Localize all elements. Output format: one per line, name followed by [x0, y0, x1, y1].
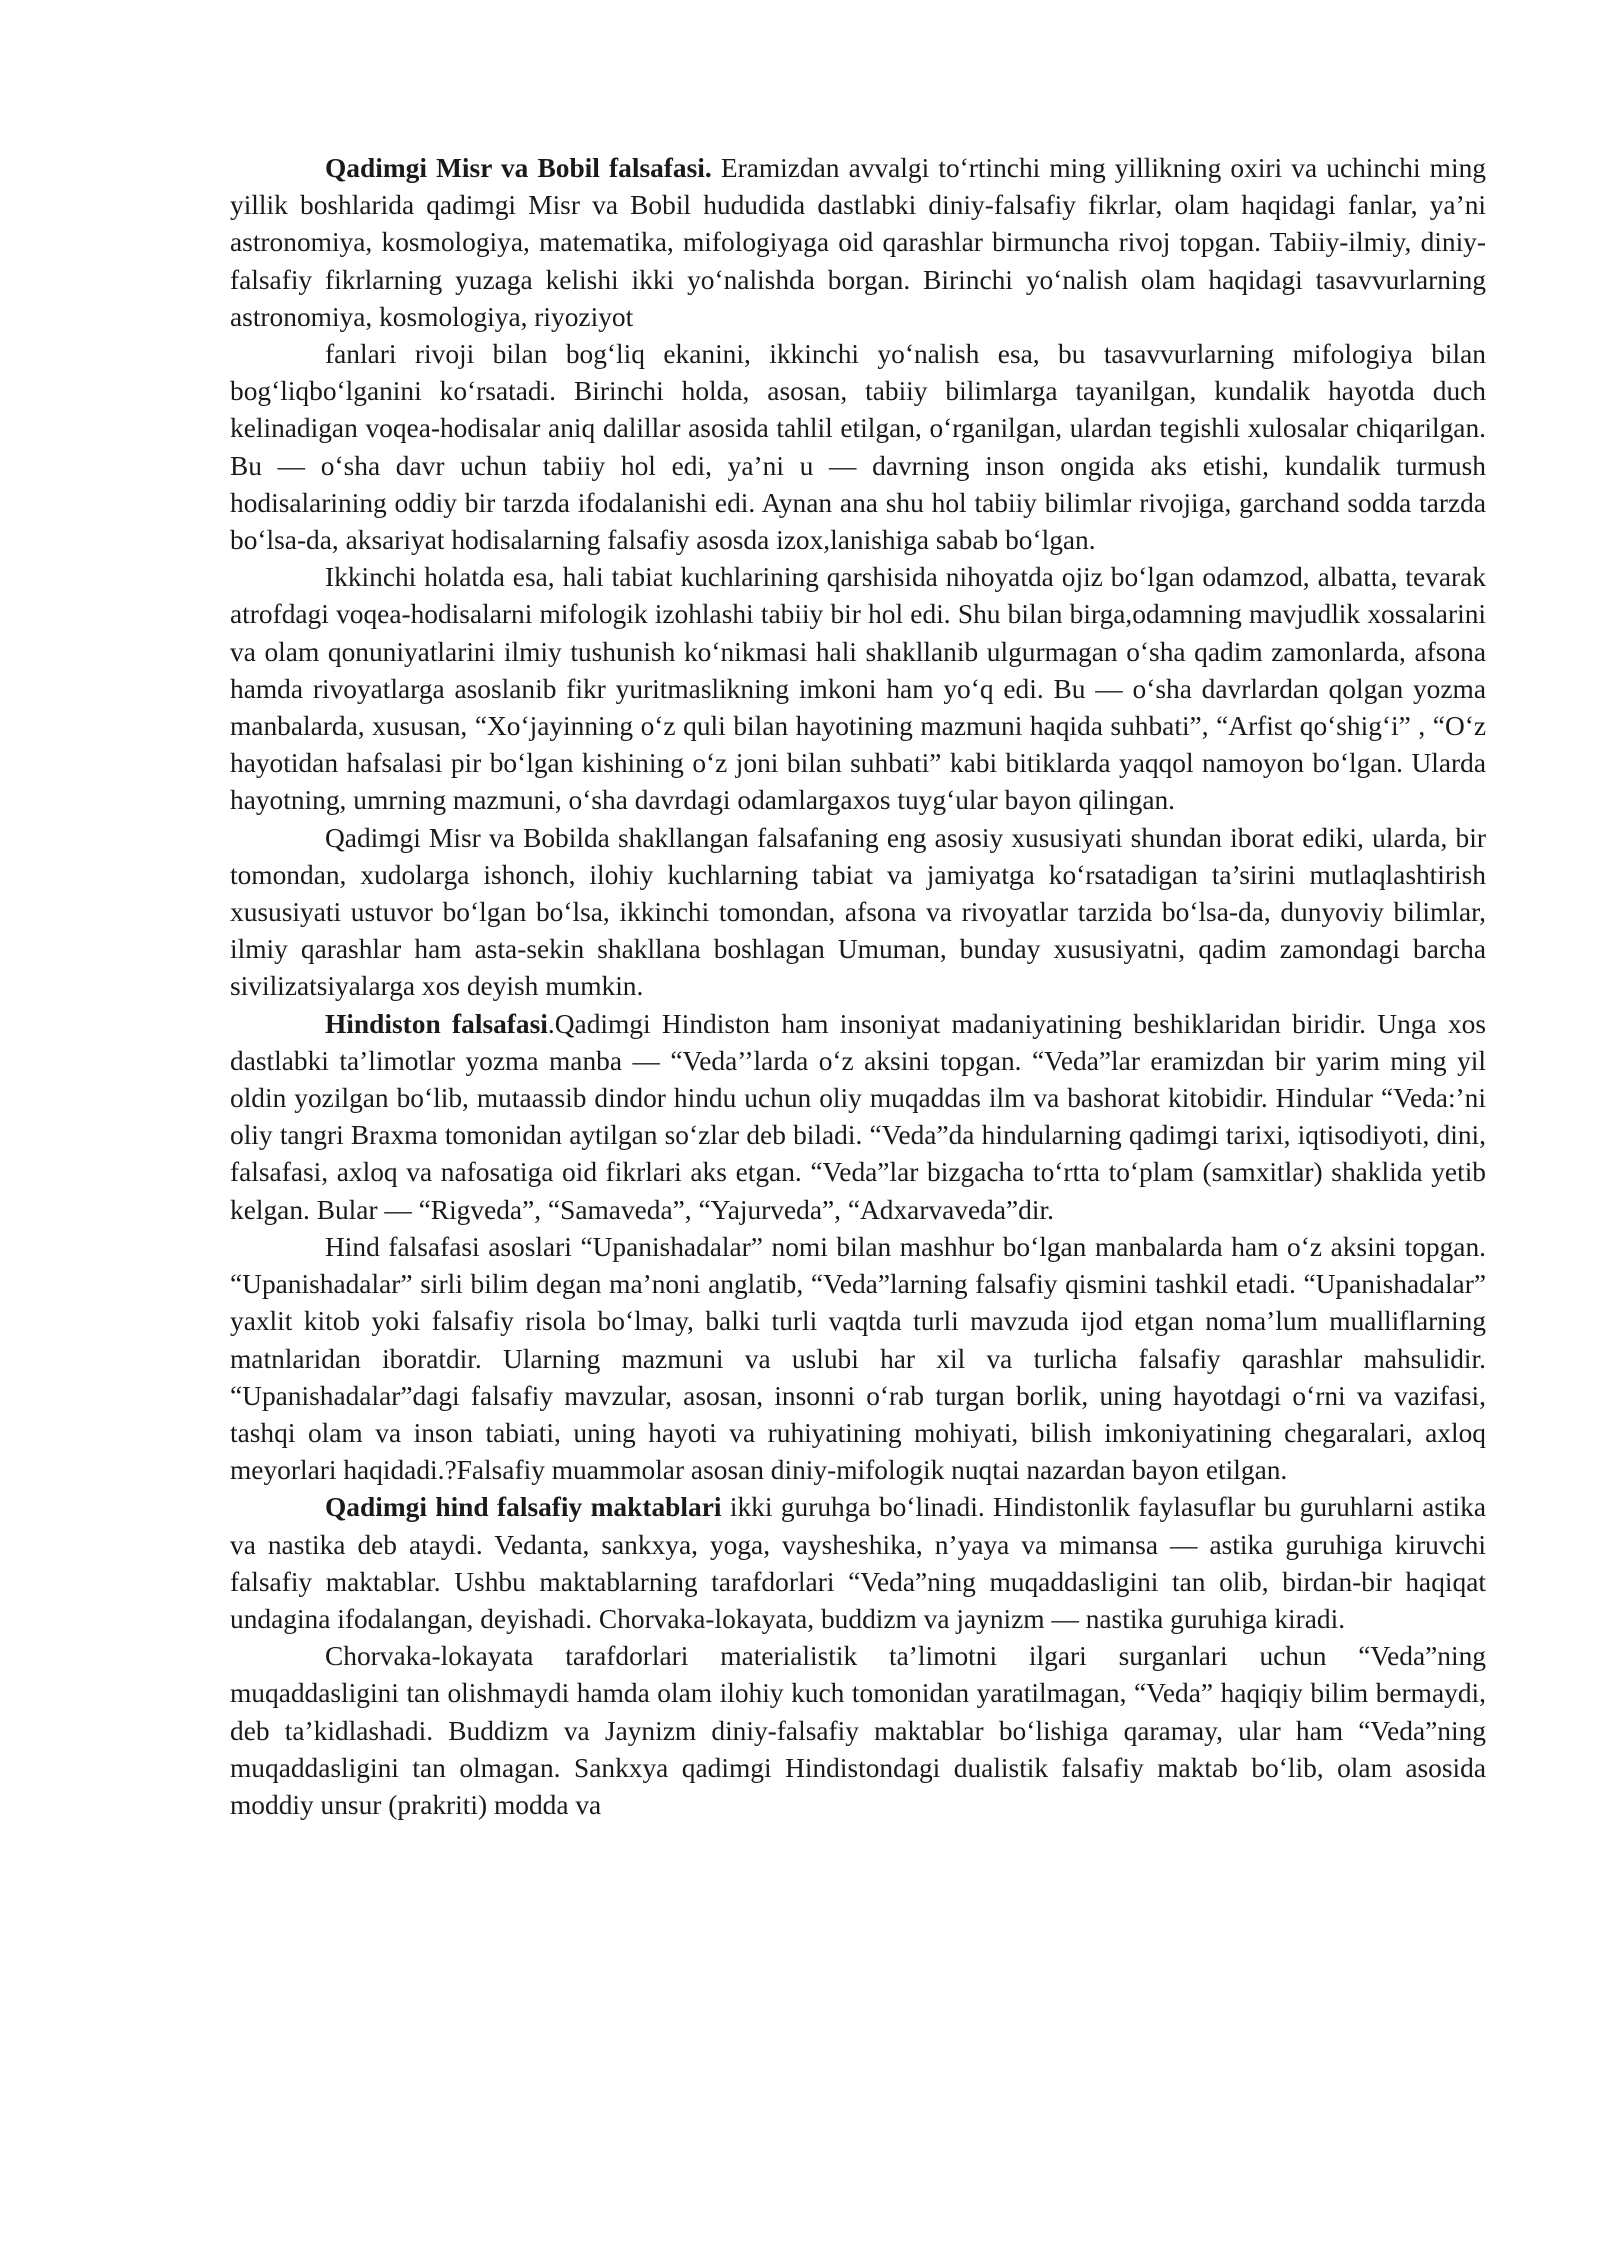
paragraph-ikkinchi-holatda — [230, 559, 1486, 819]
paragraph-text: ikki guruhga bo‘linadi. Hindistonlik faylasuflar bu guruhlarni astika va nastika deb ataydi. Vedanta, sankxya, yoga, vaysheshika, n’yaya va mimansa — astika guruhiga kiruvchi falsafiy maktablar. Ushbu maktablarning tarafdorlari “Veda”ning muqaddasligini tan olib, birdan-bir haqiqat undagina ifodalangan, deyishadi. Chorvaka-lokayata, buddizm va jaynizm — nastika guruhiga kiradi. — [230, 1492, 1486, 1634]
paragraph-text: Ikkinchi holatda esa, hali tabiat kuchlarining qarshisida nihoyatda ojiz bo‘lgan odamzod, albatta, tevarak atrofdagi voqea-hodisalarni mifologik izohlashi tabiiy bir hol edi. Shu bilan birga,odamning mavjudlik xossalarini va olam qonuniyatlarini ilmiy tushunish ko‘nikmasi hali shakllanib ulgurmagan o‘sha qadim zamonlarda, afsona hamda rivoyatlarga asoslanib fikr yuritmaslikning imkoni ham yo‘q edi. Bu — o‘sha davrlardan qolgan yozma manbalarda, xususan, “Xo‘jayinning o‘z quli bilan hayotining mazmuni haqida suhbati”, “Arfist qo‘shig‘i” , “O‘z hayotidan hafsalasi pir bo‘lgan kishining o‘z joni bilan suhbati” kabi bitiklarda yaqqol namoyon bo‘lgan. Ularda hayotning, umrning mazmuni, o‘sha davrdagi odamlargaxos tuyg‘ular bayon qilingan. — [230, 562, 1486, 816]
document-page — [230, 150, 1486, 1824]
paragraph-text: Hind falsafasi asoslari “Upanishadalar” nomi bilan mashhur bo‘lgan manbalarda ham o‘z aksini topgan. “Upanishadalar” sirli bilim degan ma’noni anglatib, “Veda”larning falsafiy qismini tashkil etadi. “Upanishadalar” yaxlit kitob yoki falsafiy risola bo‘lmay, balki turli vaqtda turli mavzuda ijod etgan noma’lum mualliflarning matnlaridan iboratdir. Ularning mazmuni va uslubi har xil va turlicha falsafiy qarashlar mahsulidir. “Upanishadalar”dagi falsafiy mavzular, asosan, insonni o‘rab turgan borlik, uning hayotdagi o‘rni va vazifasi, tashqi olam va inson tabiati, uning hayoti va ruhiyatining mohiyati, bilish imkoniyatining chegaralari, axloq meyorlari haqidadi.?Falsafiy muammolar asosan diniy-mifologik nuqtai nazardan bayon etilgan. — [230, 1231, 1486, 1486]
paragraph-text: Eramizdan avvalgi to‘rtinchi ming yillikning oxiri va uchinchi ming yillik boshlarida qadimgi Misr va Bobil hududida dastlabki diniy-falsafiy fikrlar, olam haqidagi fanlar, ya’ni astronomiya, kosmologiya, matematika, mifologiyaga oid qarashlar birmuncha rivoj topgan. Tabiiy-ilmiy, diniy-falsafiy fikrlarning yuzaga kelishi ikki yo‘nalishda borgan. Birinchi yo‘nalish olam haqidagi tasavvurlarning astronomiya, kosmologiya, riyoziyot — [230, 153, 1486, 332]
paragraph-hindiston — [230, 1006, 1486, 1229]
paragraph-misr-bobil — [230, 150, 1486, 336]
paragraph-fanlari-rivoji — [230, 336, 1486, 559]
paragraph-chorvaka — [230, 1638, 1486, 1824]
paragraph-text: Chorvaka-lokayata tarafdorlari materialistik ta’limotni ilgari surganlari uchun “Veda”ning muqaddasligini tan olishmaydi hamda olam ilohiy kuch tomonidan yaratilmagan, “Veda” haqiqiy bilim bermaydi, deb ta’kidlashadi. Buddizm va Jaynizm diniy-falsafiy maktablar bo‘lishiga qaramay, ular ham “Veda”ning muqaddasligini tan olmagan. Sankxya qadimgi Hindistondagi dualistik falsafiy maktab bo‘lib, olam asosida moddiy unsur (prakriti) modda va — [230, 1641, 1486, 1820]
paragraph-text: fanlari rivoji bilan bog‘liq ekanini, ikkinchi yo‘nalish esa, bu tasavvurlarning mifologiya bilan bog‘liqbo‘lganini ko‘rsatadi. Birinchi holda, asosan, tabiiy bilimlarga tayanilgan, kundalik hayotda duch kelinadigan voqea-hodisalar aniq dalillar asosida tahlil etilgan, o‘rganilgan, ulardan tegishli xulosalar chiqarilgan. Bu — o‘sha davr uchun tabiiy hol edi, ya’ni u — davrning inson ongida aks etishi, kundalik turmush hodisalarining oddiy bir tarzda ifodalanishi edi. Aynan ana shu hol tabiiy bilimlar rivojiga, garchand sodda tarzda bo‘lsa-da, aksariyat hodisalarning falsafiy asosda izox,lanishiga sabab bo‘lgan. — [230, 339, 1486, 556]
section-heading-misr-bobil: Qadimgi Misr va Bobil falsafasi. — [325, 153, 712, 183]
paragraph-text: Qadimgi Misr va Bobilda shakllangan falsafaning eng asosiy xususiyati shundan iborat ediki, ularda, bir tomondan, xudolarga ishonch, ilohiy kuchlarning tabiat va jamiyatga ko‘rsatadigan ta’sirini mutlaqlashtirish xususiyati ustuvor bo‘lgan bo‘lsa, ikkinchi tomondan, afsona va rivoyatlar tarzida bo‘lsa-da, dunyoviy bilimlar, ilmiy qarashlar ham asta-sekin shakllana boshlagan Umuman, bunday xususiyatni, qadim zamondagi barcha sivilizatsiyalarga xos deyish mumkin. — [230, 822, 1486, 1002]
section-heading-hindiston: Hindiston falsafasi — [325, 1008, 548, 1039]
paragraph-maktablar — [230, 1489, 1486, 1638]
paragraph-xususiyat — [230, 820, 1486, 1006]
paragraph-upanishadalar — [230, 1229, 1486, 1489]
paragraph-text: .Qadimgi Hindiston ham insoniyat madaniyatining beshiklaridan biridir. Unga xos dastlabki ta’limotlar yozma manba — “Veda’’larda o‘z aksini topgan. “Veda”lar eramizdan bir yarim ming yil oldin yozilgan bo‘lib, mutaassib dindor hindu uchun oliy muqaddas ilm va bashorat kitobidir. Hindular “Veda:’ni oliy tangri Braxma tomonidan aytilgan so‘zlar deb biladi. “Veda”da hindularning qadimgi tarixi, iqtisodiyoti, dini, falsafasi, axloq va nafosatiga oid fikrlari aks etgan. “Veda”lar bizgacha to‘rtta to‘plam (samxitlar) shaklida yetib kelgan. Bular — “Rigveda”, “Samaveda”, “Yajurveda”, “Adxarvaveda”dir. — [230, 1008, 1486, 1225]
section-heading-maktablar: Qadimgi hind falsafiy maktablari — [325, 1492, 722, 1523]
